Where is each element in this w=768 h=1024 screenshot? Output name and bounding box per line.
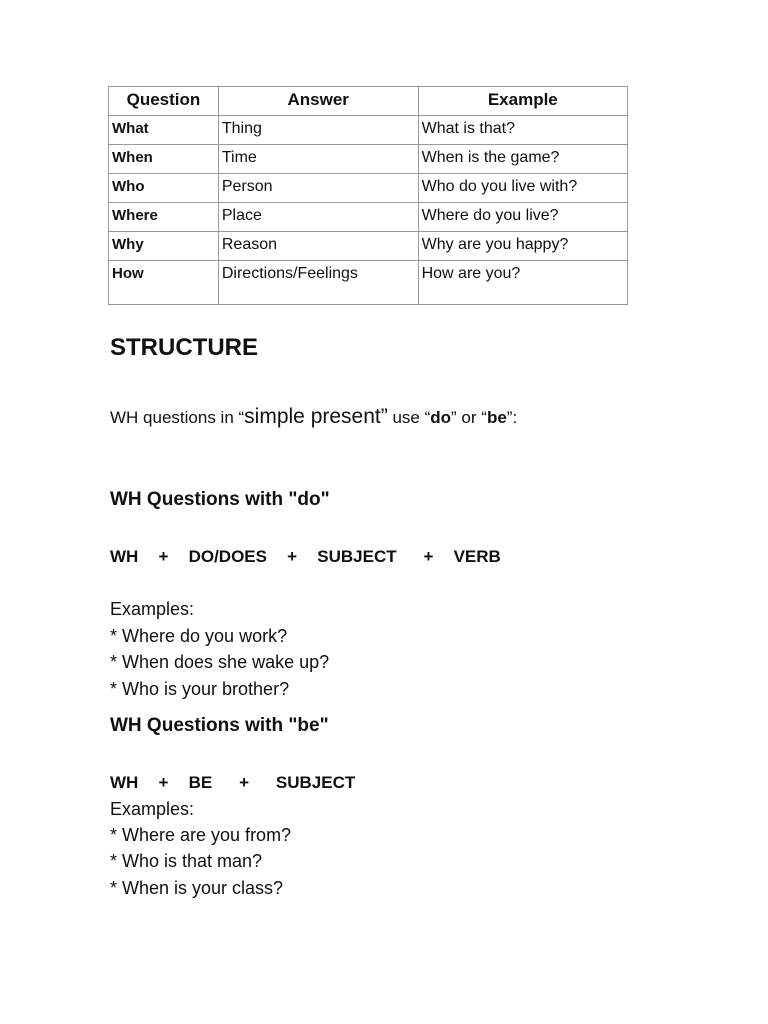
question-cell: Why: [109, 232, 219, 261]
intro-text: use “: [387, 408, 431, 427]
header-question: Question: [109, 87, 219, 116]
question-cell: Who: [109, 174, 219, 203]
do-examples-label: Examples:: [110, 599, 195, 619]
intro-emphasis: simple present”: [244, 405, 388, 428]
example-cell: What is that?: [418, 116, 627, 145]
intro-be-keyword: be: [486, 408, 507, 427]
do-section-heading: WH Questions with "do": [110, 489, 330, 510]
wh-question-table: [108, 86, 628, 305]
table-header-row: [109, 87, 628, 116]
be-examples-label: Examples:: [110, 799, 195, 819]
question-cell: Where: [109, 203, 219, 232]
answer-cell: Directions/Feelings: [218, 261, 418, 305]
table-row: [109, 145, 628, 174]
example-cell: Why are you happy?: [418, 232, 627, 261]
intro-text: ”:: [506, 408, 518, 427]
structure-heading: STRUCTURE: [110, 334, 258, 361]
intro-text: WH questions in “: [110, 408, 245, 427]
be-example-item: * Where are you from?: [110, 825, 292, 845]
answer-cell: Time: [218, 145, 418, 174]
example-cell: Who do you live with?: [418, 174, 627, 203]
intro-do-keyword: do: [430, 408, 452, 427]
example-cell: How are you?: [418, 261, 627, 305]
table-row: [109, 232, 628, 261]
question-cell: When: [109, 145, 219, 174]
do-example-item: * Where do you work?: [110, 626, 288, 646]
question-cell: What: [109, 116, 219, 145]
be-example-item: * Who is that man?: [110, 851, 263, 871]
intro-text: ” or “: [451, 408, 487, 427]
example-cell: When is the game?: [418, 145, 627, 174]
answer-cell: Thing: [218, 116, 418, 145]
be-example-item: * When is your class?: [110, 878, 284, 898]
header-answer: Answer: [218, 87, 418, 116]
table-row: [109, 174, 628, 203]
answer-cell: Person: [218, 174, 418, 203]
table-row: [109, 261, 628, 305]
example-cell: Where do you live?: [418, 203, 627, 232]
do-example-item: * When does she wake up?: [110, 652, 330, 672]
be-formula: WH + BE + SUBJECT: [110, 773, 356, 792]
table-row: [109, 203, 628, 232]
question-cell: How: [109, 261, 219, 305]
answer-cell: Place: [218, 203, 418, 232]
table-row: [109, 116, 628, 145]
structure-intro: [110, 405, 517, 429]
do-example-item: * Who is your brother?: [110, 679, 290, 699]
do-formula: WH + DO/DOES + SUBJECT + VERB: [110, 547, 501, 566]
header-example: Example: [418, 87, 627, 116]
answer-cell: Reason: [218, 232, 418, 261]
be-section-heading: WH Questions with "be": [110, 715, 329, 736]
